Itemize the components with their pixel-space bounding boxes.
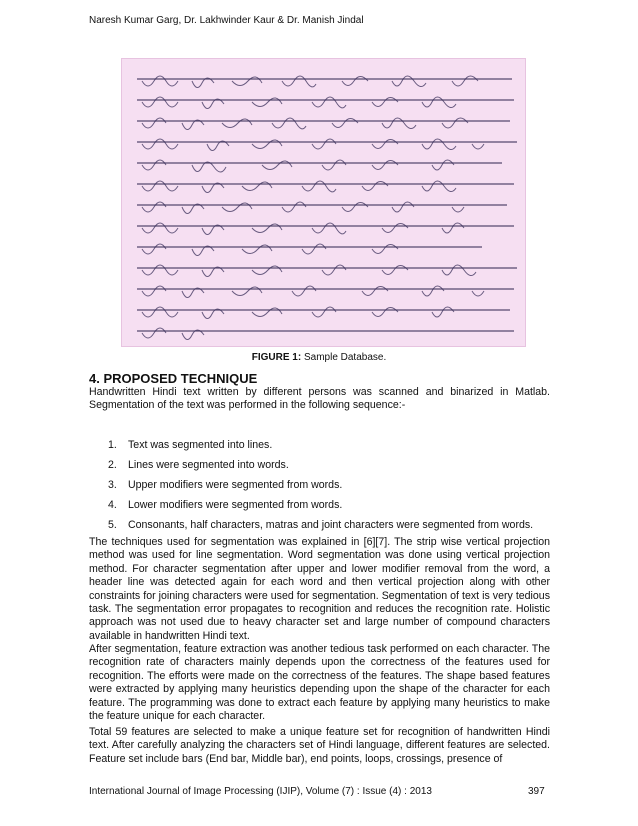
list-item: 3. Upper modifiers were segmented from words. bbox=[108, 479, 343, 491]
running-header: Naresh Kumar Garg, Dr. Lakhwinder Kaur & Dr. Manish Jindal bbox=[89, 15, 364, 26]
list-item: 1. Text was segmented into lines. bbox=[108, 439, 273, 451]
list-item: 5. Consonants, half characters, matras and joint characters were segmented from words. bbox=[108, 519, 534, 531]
figure-caption bbox=[0, 352, 638, 363]
list-item: 4. Lower modifiers were segmented from words. bbox=[108, 499, 343, 511]
handwriting-scribbles bbox=[122, 59, 526, 347]
page-number: 397 bbox=[528, 786, 545, 797]
section-heading: 4. PROPOSED TECHNIQUE bbox=[89, 371, 258, 386]
list-item: 2. Lines were segmented into words. bbox=[108, 459, 289, 471]
paragraph-feature-extraction: After segmentation, feature extraction was another tedious task performed on each character. The recognition rate of characters mainly depends upon the correctness of the features used for recognition. The efforts were made on the correctness of the features. The shape based features were extracted by applying many heuristics depending upon the shape of the character for each feature. The programming was done to extract each feature by applying many heuristics to make the feature unique for each character. bbox=[89, 643, 550, 723]
paragraph-feature-set: Total 59 features are selected to make a unique feature set for recognition of handwritten Hindi text. After carefully analyzing the characters set of Hindi language, different features are selected. Feature set include bars (End bar, Middle bar), end points, loops, crossings, presence of bbox=[89, 726, 550, 765]
handwritten-sample-image bbox=[121, 58, 526, 347]
figure-label: FIGURE 1: bbox=[251, 352, 302, 363]
journal-footer: International Journal of Image Processing (IJIP), Volume (7) : Issue (4) : 2013 bbox=[89, 786, 432, 797]
intro-paragraph: Handwritten Hindi text written by different persons was scanned and binarized in Matlab. Segmentation of the text was performed in the following sequence:- bbox=[89, 386, 550, 412]
paragraph-segmentation: The techniques used for segmentation was explained in [6][7]. The strip wise vertical projection method was used for line segmentation. Word segmentation was done using vertical projection method. For character segmentation after upper and lower modifier removal from the word, a header line was detected again for each word and then vertical projection along with other constraints for joining characters were used for segmentation. Segmentation of text is very tedious task. The segmentation error propagates to recognition and reduces the recognition rate. Holistic approach was not used due to heavy character set and large number of compound characters available in handwritten Hindi text. bbox=[89, 536, 550, 642]
figure-caption-text: Sample Database. bbox=[303, 352, 387, 363]
segmentation-steps-list bbox=[108, 435, 533, 535]
